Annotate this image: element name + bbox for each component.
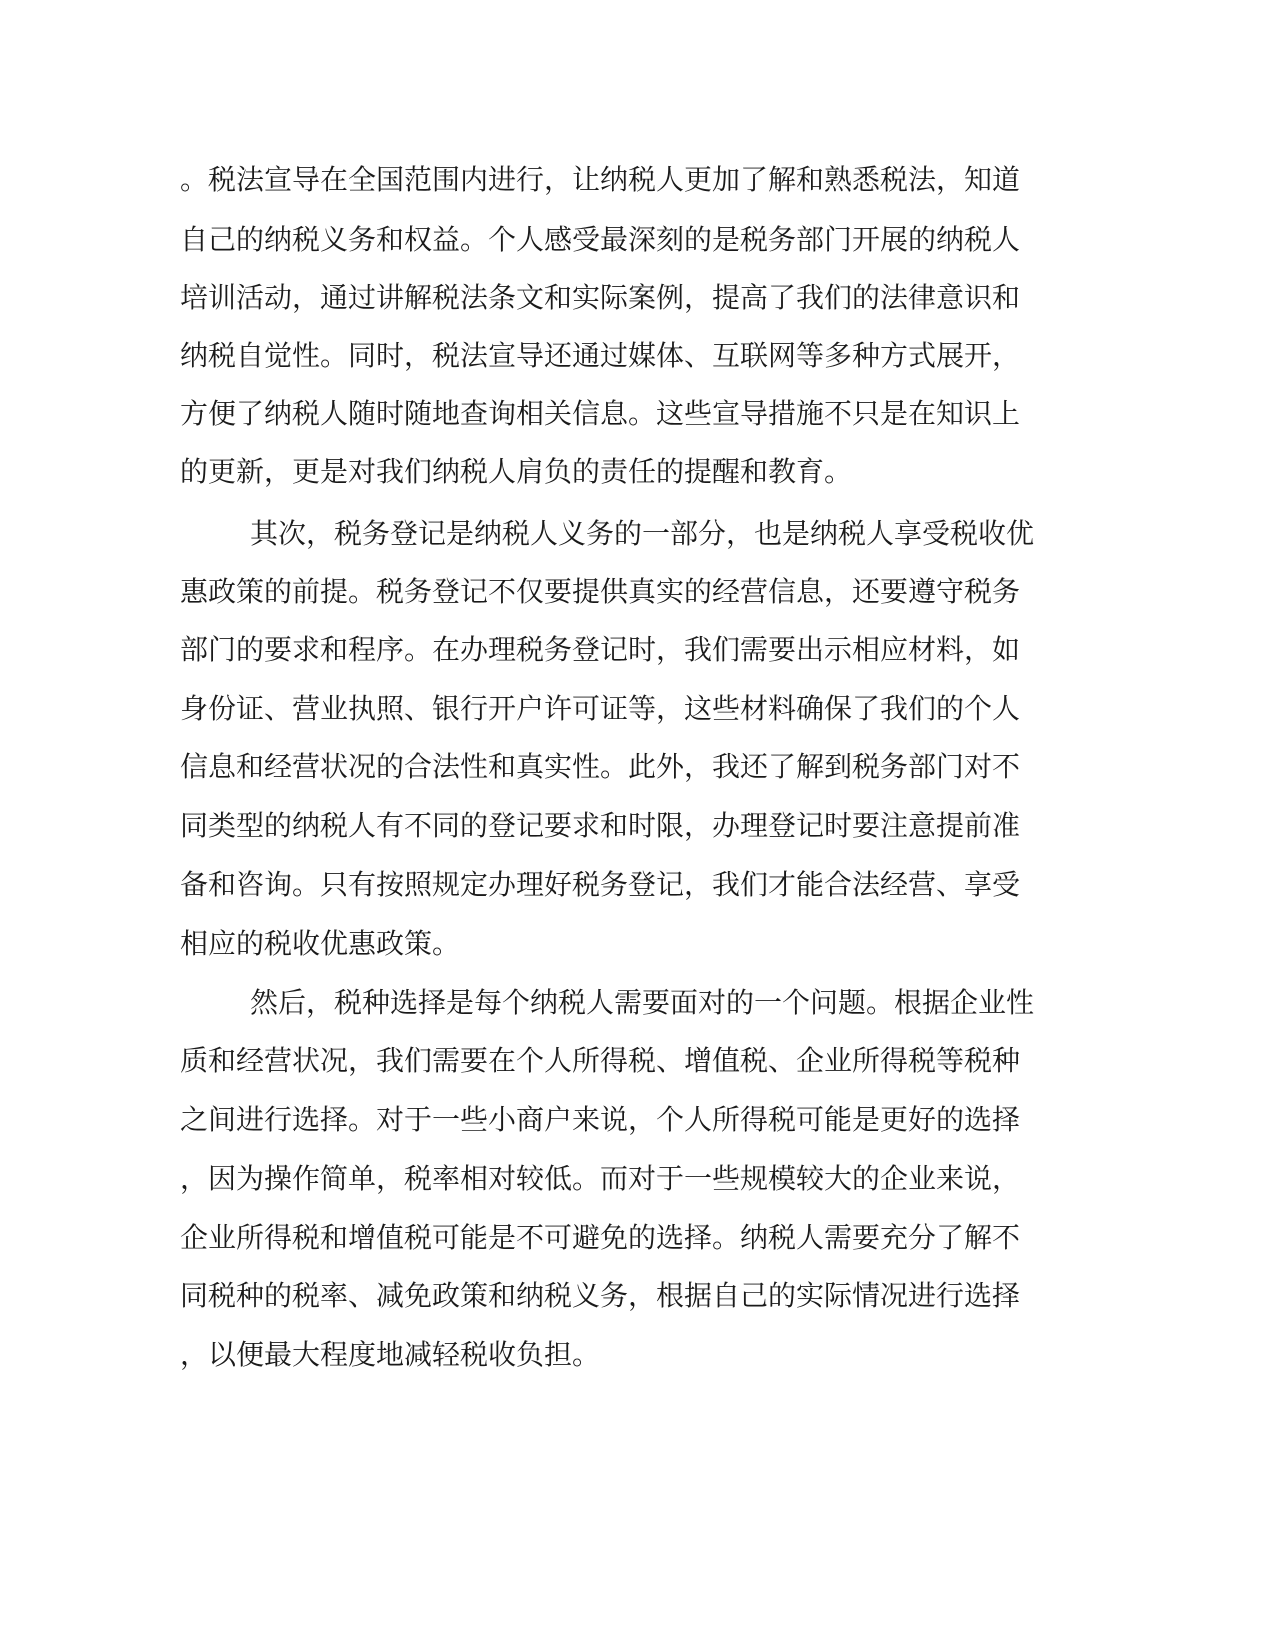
text-line: 相应的税收优惠政策。 xyxy=(180,927,461,960)
text-line: 部门的要求和程序。在办理税务登记时，我们需要出示相应材料，如 xyxy=(180,633,1021,666)
text-line: ，因为操作简单，税率相对较低。而对于一些规模较大的企业来说， xyxy=(180,1162,1021,1195)
text-line: 同税种的税率、减免政策和纳税义务，根据自己的实际情况进行选择 xyxy=(180,1279,1021,1312)
text-line: 信息和经营状况的合法性和真实性。此外，我还了解到税务部门对不 xyxy=(180,750,1021,783)
text-line: 纳税自觉性。同时，税法宣导还通过媒体、互联网等多种方式展开， xyxy=(180,339,1021,372)
text-line: 其次，税务登记是纳税人义务的一部分，也是纳税人享受税收优 xyxy=(250,517,1035,550)
text-line: ，以便最大程度地减轻税收负担。 xyxy=(180,1338,601,1371)
text-line: 同类型的纳税人有不同的登记要求和时限，办理登记时要注意提前准 xyxy=(180,809,1021,842)
text-line: 身份证、营业执照、银行开户许可证等，这些材料确保了我们的个人 xyxy=(180,692,1021,725)
text-line: 惠政策的前提。税务登记不仅要提供真实的经营信息，还要遵守税务 xyxy=(180,575,1021,608)
text-line: 之间进行选择。对于一些小商户来说，个人所得税可能是更好的选择 xyxy=(180,1103,1021,1136)
text-line: 培训活动，通过讲解税法条文和实际案例，提高了我们的法律意识和 xyxy=(180,281,1021,314)
text-line: 质和经营状况，我们需要在个人所得税、增值税、企业所得税等税种 xyxy=(180,1044,1021,1077)
text-line: 备和咨询。只有按照规定办理好税务登记，我们才能合法经营、享受 xyxy=(180,868,1021,901)
text-line: 方便了纳税人随时随地查询相关信息。这些宣导措施不只是在知识上 xyxy=(180,397,1021,430)
text-line: 自己的纳税义务和权益。个人感受最深刻的是税务部门开展的纳税人 xyxy=(180,223,1021,256)
text-line: 然后，税种选择是每个纳税人需要面对的一个问题。根据企业性 xyxy=(250,986,1035,1019)
text-line: 的更新，更是对我们纳税人肩负的责任的提醒和教育。 xyxy=(180,455,853,488)
text-line: 企业所得税和增值税可能是不可避免的选择。纳税人需要充分了解不 xyxy=(180,1221,1021,1254)
text-line: 。税法宣导在全国范围内进行，让纳税人更加了解和熟悉税法，知道 xyxy=(180,163,1021,196)
